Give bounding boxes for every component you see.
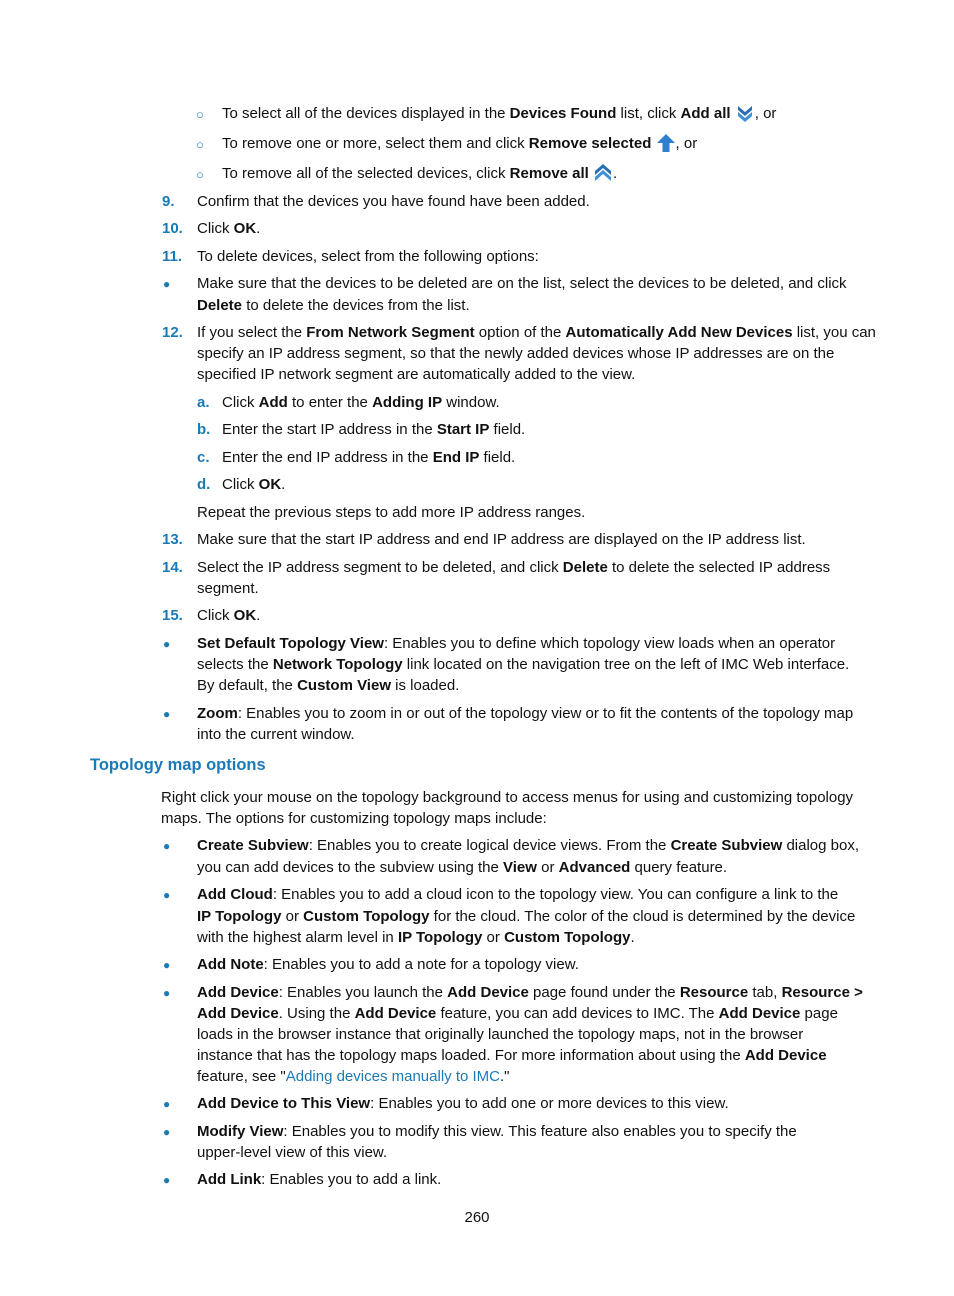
step-14-line2: segment.	[197, 580, 259, 597]
devices-found-label: Devices Found	[509, 105, 617, 122]
add-all-label: Add all	[680, 105, 731, 122]
create-subview-line1: Create Subview: Enables you to create logical device views. From the Create Subview dialog box,	[197, 837, 860, 854]
add-cloud-line1: Add Cloud: Enables you to add a cloud icon to the topology view. You can configure a link to the	[197, 886, 839, 903]
set-default-view-line2: selects the Network Topology link located on the navigation tree on the left of IMC Web interface.	[197, 656, 850, 673]
step-9-text: Confirm that the devices you have found have been added.	[197, 193, 590, 210]
section-intro-line1: Right click your mouse on the topology background to access menus for using and customizing topology	[161, 789, 854, 806]
step-number: 13.	[162, 531, 183, 548]
option-remove-all: To remove all of the selected devices, click Remove all .	[222, 165, 618, 182]
list-marker: ○	[196, 167, 204, 182]
add-link-line1: Add Link: Enables you to add a link.	[197, 1171, 442, 1188]
option-remove-selected: To remove one or more, select them and click Remove selected , or	[222, 135, 698, 152]
substep-b-text: Enter the start IP address in the Start IP field.	[222, 421, 526, 438]
option-add-all: To select all of the devices displayed in the Devices Found list, click Add all , or	[222, 105, 777, 122]
section-intro-line2: maps. The options for customizing topology maps include:	[161, 810, 547, 827]
adding-devices-link[interactable]: Adding devices manually to IMC	[285, 1068, 500, 1085]
remove-selected-icon	[656, 133, 676, 153]
bullet-marker: ●	[163, 637, 171, 651]
add-all-icon	[735, 103, 755, 123]
bullet-marker: ●	[163, 839, 171, 853]
step-number: 10.	[162, 220, 183, 237]
bullet-marker: ●	[163, 1097, 171, 1111]
remove-all-icon	[593, 163, 613, 183]
add-device-line4: instance that has the topology maps loaded. For more information about using the Add Device	[197, 1047, 827, 1064]
substep-letter: a.	[197, 394, 210, 411]
page-number: 260	[464, 1209, 490, 1226]
add-device-line5: feature, see "Adding devices manually to IMC."	[197, 1068, 510, 1085]
section-heading: Topology map options	[90, 756, 266, 774]
add-device-to-view-line1: Add Device to This View: Enables you to add one or more devices to this view.	[197, 1095, 729, 1112]
add-note-line1: Add Note: Enables you to add a note for a topology view.	[197, 956, 579, 973]
step-15-text: Click OK.	[197, 607, 261, 624]
step-11-text: To delete devices, select from the following options:	[197, 248, 539, 265]
bullet-marker: ●	[163, 277, 171, 291]
substep-d-text: Click OK.	[222, 476, 286, 493]
modify-view-line1: Modify View: Enables you to modify this view. This feature also enables you to specify the	[197, 1123, 797, 1140]
step-12-line2: specify an IP address segment, so that the newly added devices whose IP addresses are on the	[197, 345, 835, 362]
step-number: 15.	[162, 607, 183, 624]
step-number: 9.	[162, 193, 175, 210]
add-cloud-line3: with the highest alarm level in IP Topology or Custom Topology.	[197, 929, 635, 946]
step-10-text: Click OK.	[197, 220, 261, 237]
substep-c-text: Enter the end IP address in the End IP field.	[222, 449, 516, 466]
modify-view-line2: upper-level view of this view.	[197, 1144, 388, 1161]
remove-all-label: Remove all	[509, 165, 589, 182]
create-subview-line2: you can add devices to the subview using the View or Advanced query feature.	[197, 859, 728, 876]
step-14-line1: Select the IP address segment to be deleted, and click Delete to delete the selected IP address	[197, 559, 831, 576]
set-default-view-line3: By default, the Custom View is loaded.	[197, 677, 460, 694]
remove-selected-label: Remove selected	[528, 135, 652, 152]
bullet-marker: ●	[163, 958, 171, 972]
step-number: 11.	[162, 248, 183, 265]
substep-letter: d.	[197, 476, 211, 493]
substep-letter: c.	[197, 449, 210, 466]
step-number: 12.	[162, 324, 183, 341]
set-default-view-line1: Set Default Topology View: Enables you to define which topology view loads when an operator	[197, 635, 836, 652]
substep-a-text: Click Add to enter the Adding IP window.	[222, 394, 500, 411]
add-device-line3: loads in the browser instance that originally launched the topology maps, not in the browser	[197, 1026, 804, 1043]
bullet-marker: ●	[163, 707, 171, 721]
delete-option-line2: Delete to delete the devices from the list.	[197, 297, 470, 314]
add-device-line2: Add Device. Using the Add Device feature, you can add devices to IMC. The Add Device page	[197, 1005, 838, 1022]
bullet-marker: ●	[163, 986, 171, 1000]
list-marker: ○	[196, 137, 204, 152]
bullet-marker: ●	[163, 888, 171, 902]
add-device-line1: Add Device: Enables you launch the Add Device page found under the Resource tab, Resource >	[197, 984, 863, 1001]
substep-letter: b.	[197, 421, 211, 438]
step-number: 14.	[162, 559, 183, 576]
zoom-line1: Zoom: Enables you to zoom in or out of the topology view or to fit the contents of the topology map	[197, 705, 854, 722]
zoom-line2: into the current window.	[197, 726, 355, 743]
step-12-line1: If you select the From Network Segment option of the Automatically Add New Devices list, you can	[197, 324, 876, 341]
bullet-marker: ●	[163, 1125, 171, 1139]
step-13-text: Make sure that the start IP address and end IP address are displayed on the IP address list.	[197, 531, 806, 548]
add-cloud-line2: IP Topology or Custom Topology for the cloud. The color of the cloud is determined by the device	[197, 908, 856, 925]
delete-option-line1: Make sure that the devices to be deleted are on the list, select the devices to be deleted, and click	[197, 275, 847, 292]
bullet-marker: ●	[163, 1173, 171, 1187]
repeat-note: Repeat the previous steps to add more IP address ranges.	[197, 504, 586, 521]
list-marker: ○	[196, 107, 204, 122]
step-12-line3: specified IP network segment are automatically added to the view.	[197, 366, 636, 383]
